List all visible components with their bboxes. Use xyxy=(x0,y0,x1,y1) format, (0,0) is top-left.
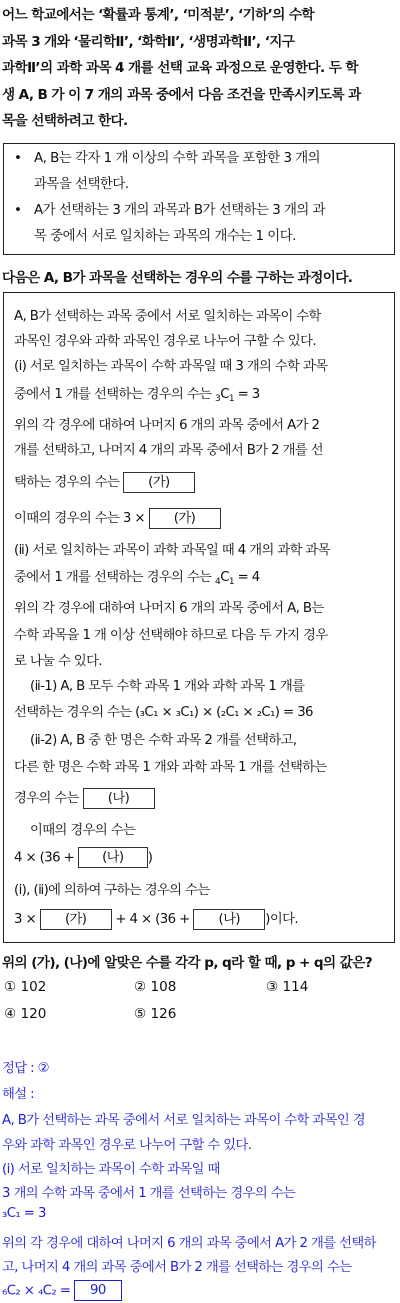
condition-1b: 과목을 선택한다. xyxy=(34,177,129,192)
proc-line-4-text: 중에서 1 개를 선택하는 경우의 수는 xyxy=(14,387,216,402)
comb-sub-right-2: 1 xyxy=(228,577,235,587)
proc-line-11: 위의 각 경우에 대하여 나머지 6 개의 과목 중에서 A, B는 xyxy=(14,601,324,616)
comb-sub-right: 1 xyxy=(228,394,235,404)
explanation-line-5: ₃C₁ = 3 xyxy=(2,1206,46,1221)
proc-line-10 xyxy=(14,566,390,587)
conditions-box xyxy=(3,143,395,255)
comb-c: C xyxy=(220,387,229,402)
proc-line-13: 로 나눌 수 있다. xyxy=(14,654,102,669)
intro-line-1: 어느 학교에서는 ‘확률과 통계’, ‘미적분’, ‘기하’의 수학 xyxy=(2,7,314,23)
explanation-line-7: 고, 나머지 4 개의 과목 중에서 B가 2 개를 선택하는 경우의 수는 xyxy=(2,1260,352,1275)
comb-sub-left-2: 4 xyxy=(215,577,221,587)
explanation-line-8-text: ₆C₂ × ₄C₂ = xyxy=(2,1283,71,1299)
proc-line-16: (ⅱ-2) A, B 중 한 명은 수학 과목 2 개를 선택하고, xyxy=(30,733,297,748)
blank-na-box-1: (나) xyxy=(83,788,155,809)
proc-line-19: 이때의 경우의 수는 xyxy=(30,823,136,838)
proc-line-10-text: 중에서 1 개를 선택하는 경우의 수는 xyxy=(14,570,216,585)
proc-line-7-text: 택하는 경우의 수는 xyxy=(14,475,120,490)
option-3[interactable]: ③ 114 xyxy=(266,979,309,995)
comb-c-2: C xyxy=(220,570,229,585)
option-1[interactable]: ① 102 xyxy=(4,979,47,995)
intro-line-2: 과목 3 개와 ‘물리학Ⅱ’, ‘화학Ⅱ’, ‘생명과학Ⅱ’, ‘지구 xyxy=(2,33,295,50)
proc-line-1: A, B가 선택하는 과목 중에서 서로 일치하는 과목이 수학 xyxy=(14,309,321,324)
proc-line-15: 선택하는 경우의 수는 (₃C₁ × ₃C₁) × (₂C₁ × ₂C₁) = 36 xyxy=(14,705,313,720)
proc-line-17: 다른 한 명은 수학 과목 1 개와 과학 과목 1 개를 선택하는 xyxy=(14,760,327,775)
proc-line-2: 과목인 경우와 과학 과목인 경우로 나누어 구할 수 있다. xyxy=(14,334,317,349)
proc-line-7 xyxy=(14,471,390,493)
proc-line-20-close: ) xyxy=(147,850,153,866)
blank-na-box-3: (나) xyxy=(193,909,265,930)
proc-line-20 xyxy=(14,847,390,868)
explanation-line-8 xyxy=(2,1280,398,1301)
proc-line-5: 위의 각 경우에 대하여 나머지 6 개의 과목 중에서 A가 2 xyxy=(14,418,320,433)
proc-line-4 xyxy=(14,383,390,404)
condition-2a: A가 선택하는 3 개의 과목과 B가 선택하는 3 개의 과 xyxy=(34,203,326,218)
option-5[interactable]: ⑤ 126 xyxy=(134,1006,177,1022)
answer-label: 정답 : ② xyxy=(2,1061,49,1076)
proc-line-14: (ⅱ-1) A, B 모두 수학 과목 1 개와 과학 과목 1 개를 xyxy=(30,679,305,694)
bullet-2: • xyxy=(14,203,22,218)
option-2[interactable]: ② 108 xyxy=(134,979,177,995)
condition-1a: A, B는 각자 1 개 이상의 수학 과목을 포함한 3 개의 xyxy=(34,151,321,166)
condition-2b: 목 중에서 서로 일치하는 과목의 개수는 1 이다. xyxy=(34,229,296,244)
blank-na-box-2: (나) xyxy=(78,847,148,868)
proc-line-12: 수학 과목을 1 개 이상 선택해야 하므로 다음 두 가지 경우 xyxy=(14,628,328,643)
explanation-line-3: (ⅰ) 서로 일치하는 과목이 수학 과목일 때 xyxy=(2,1162,220,1177)
explanation-label: 해설 : xyxy=(2,1087,34,1102)
comb-sub-left: 3 xyxy=(215,394,221,404)
explanation-line-1: A, B가 선택하는 과목 중에서 서로 일치하는 과목이 수학 과목인 경 xyxy=(2,1113,366,1128)
explanation-line-2: 우와 과학 과목인 경우로 나누어 구할 수 있다. xyxy=(2,1138,252,1153)
process-box xyxy=(3,292,395,943)
blank-ga-box-3: (가) xyxy=(40,909,112,930)
comb-result-2: = 4 xyxy=(234,570,260,585)
proc-line-8 xyxy=(14,507,390,529)
proc-line-18 xyxy=(14,787,390,809)
option-4[interactable]: ④ 120 xyxy=(4,1006,47,1022)
blank-ga-box-1: (가) xyxy=(123,472,195,493)
proc-line-18-text: 경우의 수는 xyxy=(14,791,79,806)
proc-line-6: 개를 선택하고, 나머지 4 개의 과목 중에서 B가 2 개를 선 xyxy=(14,443,324,458)
intro-line-3: 과학Ⅱ’의 과학 과목 4 개를 선택 교육 과정으로 운영한다. 두 학 xyxy=(2,60,358,76)
question-text: 위의 (가), (나)에 알맞은 수를 각각 p, q라 할 때, p + q의 값은? xyxy=(2,955,373,971)
proc-line-22-c: )이다. xyxy=(265,912,298,927)
explanation-line-4: 3 개의 수학 과목 중에서 1 개를 선택하는 경우의 수는 xyxy=(2,1186,296,1201)
explanation-line-6: 위의 각 경우에 대하여 나머지 6 개의 과목 중에서 A가 2 개를 선택하 xyxy=(2,1236,376,1251)
proc-line-21: (ⅰ), (ⅱ)에 의하여 구하는 경우의 수는 xyxy=(14,883,210,898)
problem-intro xyxy=(2,2,398,135)
proc-line-22 xyxy=(14,908,390,930)
comb-result: = 3 xyxy=(234,387,260,402)
answer-value-box: 90 xyxy=(74,1280,122,1301)
intro-line-4: 생 A, B 가 이 7 개의 과목 중에서 다음 조건을 만족시키도록 과 xyxy=(2,86,361,103)
proc-line-9: (ⅱ) 서로 일치하는 과목이 과학 과목일 때 4 개의 과학 과목 xyxy=(14,543,330,558)
proc-line-20-text: 4 × (36 + xyxy=(14,850,75,866)
bullet-1: • xyxy=(14,151,22,166)
proc-line-22-a: 3 × xyxy=(14,912,37,927)
process-statement: 다음은 A, B가 과목을 선택하는 경우의 수를 구하는 과정이다. xyxy=(2,270,353,286)
proc-line-3: (ⅰ) 서로 일치하는 과목이 수학 과목일 때 3 개의 수학 과목 xyxy=(14,359,328,374)
proc-line-22-b: + 4 × (36 + xyxy=(115,912,190,927)
proc-line-8-text: 이때의 경우의 수는 3 × xyxy=(14,511,145,526)
blank-ga-box-2: (가) xyxy=(149,508,221,529)
intro-line-5: 목을 선택하려고 한다. xyxy=(2,113,128,129)
